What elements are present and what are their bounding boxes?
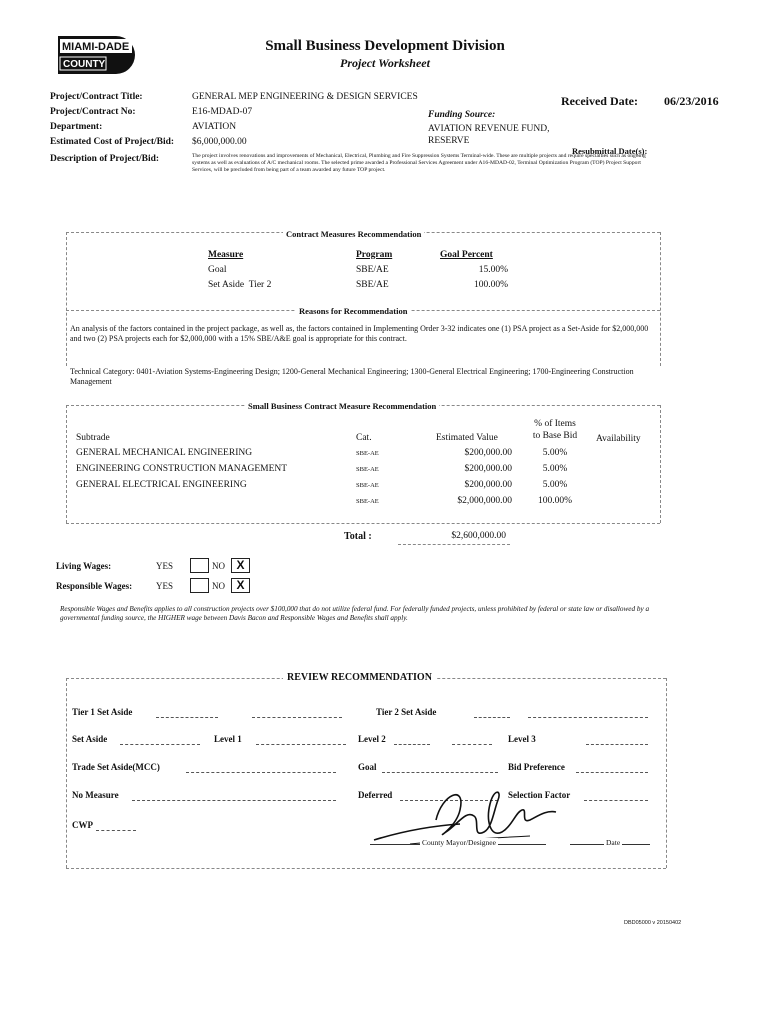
responsible-wages-note: Responsible Wages and Benefits applies to all construction projects over $100,000 that do not utilize federal fund. For federally funded projects, unless prohibited by federal or state law or disallowed by a governmental funding source, the HIGHER wage between Davis Bacon and Responsible Wages and Benefits shall apply. [60,605,650,622]
cat-row-4: SBE-AE [356,498,379,505]
trade-set-aside-label: Trade Set Aside(MCC) [72,762,160,772]
contract-measures-title: Contract Measures Recommendation [283,229,424,239]
responsible-wages-no-checkbox[interactable]: X [231,578,250,593]
reasons-title: Reasons for Recommendation [296,306,410,316]
small-business-right-border [660,405,661,523]
small-business-left-border [66,405,67,523]
goal-field[interactable] [382,772,498,773]
small-business-bottom-border [66,523,660,524]
department-value: AVIATION [192,122,237,132]
description-value: The project involves renovations and improvements of Mechanical, Electrical, Plumbing and Fire Suppression Systems Terminal-wide. These are multiple projects and require specialties such as ongoing systems as well as evaluations of A/C mechanical rooms. The selected prime awarded a Professional Services Agreement under A16-MDAD-02, Terminal Optimization Program (TOP) Project Support Services, will be precluded from being part of a team awarded any future TOP project. [192,153,646,174]
measure-row-1-measure: Goal [208,265,227,275]
subtrade-row-2: ENGINEERING CONSTRUCTION MANAGEMENT [76,464,288,474]
responsible-wages-no-label: NO [212,581,225,591]
living-wages-no-checkbox[interactable]: X [231,558,250,573]
set-aside-label: Set Aside [72,734,108,744]
tier1-set-aside-field[interactable] [156,717,218,718]
cat-row-2: SBE-AE [356,466,379,473]
department-label: Department: [50,122,103,132]
page-title: Small Business Development Division [265,38,505,54]
reasons-paragraph: An analysis of the factors contained in the project package, as well as, the factors contained in Implementing Order 3-32 indicates one (1) PSA project as a Set-Aside for $2,000,000 and two (2) PSA projects each for $2,000,000 with a 15% SBE/A&E goal is appropriate for this contract. [70,324,649,343]
subtrade-row-1: GENERAL MECHANICAL ENGINEERING [76,448,253,458]
estimated-cost-label: Estimated Cost of Project/Bid: [50,137,175,147]
goal-percent-col-header: Goal Percent [440,250,493,260]
pct-row-3: 5.00% [542,480,568,490]
no-measure-field[interactable] [132,800,336,801]
responsible-wages-yes-checkbox[interactable] [190,578,209,593]
level2-field-2[interactable] [452,744,492,745]
level1-field[interactable] [256,744,346,745]
project-title-label: Project/Contract Title: [50,92,143,102]
tier1-set-aside-field-2[interactable] [252,717,342,718]
review-right-border [666,678,667,868]
measure-row-2-goal: 100.00% [473,280,508,290]
level2-label: Level 2 [358,734,386,744]
cat-row-1: SBE-AE [356,450,379,457]
pct-col-header-line1: % of Items [534,419,576,429]
contract-measures-left-border [66,232,67,366]
value-row-3: $200,000.00 [464,480,512,490]
responsible-wages-yes-label: YES [156,581,174,591]
project-title-value: GENERAL MEP ENGINEERING & DESIGN SERVICES [192,92,418,102]
bid-preference-field[interactable] [576,772,648,773]
measure-row-1-program: SBE/AE [356,265,389,275]
estimated-value-col-header: Estimated Value [436,433,498,443]
technical-category: Technical Category: 0401-Aviation Systems-Engineering Design; 1200-General Mechanical Engineering; 1300-General Electrical Engineering; 1700-Engineering Construction Management [70,367,634,386]
subtrade-col-header: Subtrade [76,433,110,443]
set-aside-field[interactable] [120,744,200,745]
cat-row-3: SBE-AE [356,482,379,489]
level3-label: Level 3 [508,734,536,744]
cat-col-header: Cat. [356,433,372,443]
review-title: REVIEW RECOMMENDATION [283,672,436,683]
tier2-set-aside-field-2[interactable] [528,717,648,718]
responsible-wages-label: Responsible Wages: [56,581,133,591]
cwp-field[interactable] [96,830,136,831]
level1-label: Level 1 [214,734,242,744]
cwp-label: CWP [72,820,93,830]
small-business-title: Small Business Contract Measure Recommendation [245,401,439,411]
pct-row-4: 100.00% [537,496,573,506]
no-measure-label: No Measure [72,790,119,800]
pct-row-1: 5.00% [542,448,568,458]
measure-row-1-goal: 15.00% [478,265,508,275]
program-col-header: Program [356,250,393,260]
level3-field[interactable] [586,744,648,745]
tier1-set-aside-label: Tier 1 Set Aside [72,707,133,717]
living-wages-no-label: NO [212,561,225,571]
measure-col-header: Measure [208,250,244,260]
date-label: Date [606,838,621,847]
review-left-border [66,678,67,868]
page-subtitle: Project Worksheet [340,56,430,70]
funding-source-value-1: AVIATION REVENUE FUND, [428,124,550,134]
availability-col-header: Availability [596,434,641,444]
value-row-4: $2,000,000.00 [457,496,512,506]
goal-label: Goal [358,762,377,772]
received-date-value: 06/23/2016 [664,94,719,108]
tier2-set-aside-field[interactable] [474,717,510,718]
total-value: $2,600,000.00 [451,531,506,541]
living-wages-label: Living Wages: [56,561,112,571]
living-wages-yes-label: YES [156,561,174,571]
project-no-value: E16-MDAD-07 [192,107,253,117]
estimated-cost-value: $6,000,000.00 [192,137,247,147]
tier2-set-aside-label: Tier 2 Set Aside [376,707,437,717]
total-label: Total : [344,531,372,542]
deferred-label: Deferred [358,790,393,800]
funding-source-label: Funding Source: [428,110,496,120]
pct-row-2: 5.00% [542,464,568,474]
total-underline [398,544,510,545]
value-row-1: $200,000.00 [464,448,512,458]
svg-text:MIAMI-DADE: MIAMI-DADE [62,41,130,53]
form-code: DBD05000 v 20150402 [624,920,682,926]
trade-set-aside-field[interactable] [186,772,336,773]
bid-preference-label: Bid Preference [508,762,565,772]
selection-factor-field[interactable] [584,800,648,801]
resubmittal-date-label: Resubmittal Date(s): [572,146,648,156]
mayor-designee-label: County Mayor/Designee [422,838,496,847]
selection-factor-label: Selection Factor [508,790,571,800]
funding-source-value-2: RESERVE [428,136,470,146]
measure-row-2-program: SBE/AE [356,280,389,290]
svg-text:COUNTY: COUNTY [63,59,106,70]
contract-measures-right-border [660,232,661,366]
living-wages-yes-checkbox[interactable] [190,558,209,573]
received-date-label: Received Date: [561,94,638,108]
value-row-2: $200,000.00 [464,464,512,474]
measure-row-2-measure: Set Aside Tier 2 [208,280,272,290]
pct-col-header-line2: to Base Bid [532,431,578,441]
subtrade-row-3: GENERAL ELECTRICAL ENGINEERING [76,480,247,490]
review-bottom-border [66,868,666,869]
description-label: Description of Project/Bid: [50,154,160,164]
project-no-label: Project/Contract No: [50,107,136,117]
level2-field[interactable] [394,744,430,745]
